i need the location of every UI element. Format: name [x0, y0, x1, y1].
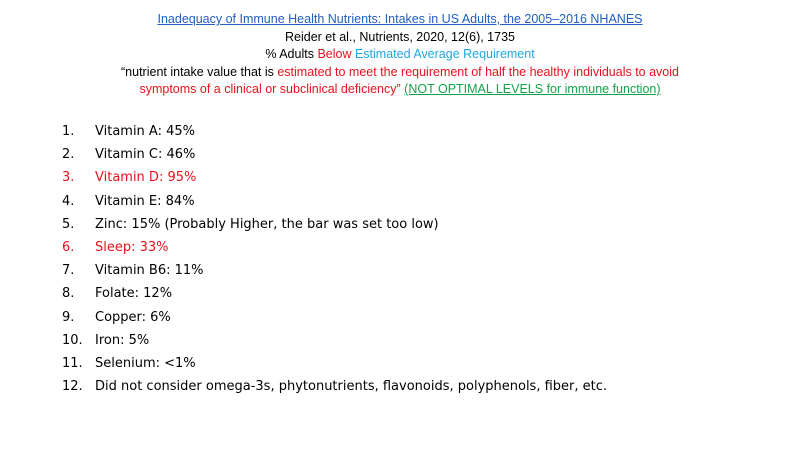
- subtitle-ear: Estimated Average Requirement: [351, 47, 535, 61]
- item-number: 8.: [62, 286, 75, 302]
- paper-title-link[interactable]: Inadequacy of Immune Health Nutrients: Intakes in US Adults, the 2005–2016 NHANES: [157, 12, 643, 26]
- item-number: 9.: [62, 309, 75, 325]
- list-item: [62, 259, 607, 282]
- nutrient-list: [62, 120, 607, 398]
- item-text: Iron: 5%: [95, 332, 150, 348]
- item-number: 4.: [62, 193, 75, 209]
- list-item: [62, 375, 607, 398]
- item-text: Vitamin D: 95%: [95, 170, 197, 186]
- list-item: [62, 306, 607, 329]
- item-number: 10.: [62, 332, 83, 348]
- item-number: 2.: [62, 147, 75, 163]
- item-text: Vitamin C: 46%: [95, 147, 196, 163]
- item-text: Vitamin B6: 11%: [95, 263, 204, 279]
- quote-part2: estimated to meet the requirement of half the healthy individuals to avoid: [277, 64, 679, 79]
- title-line: [0, 11, 800, 29]
- item-text: Copper: 6%: [95, 309, 171, 325]
- list-item-sleep: [62, 236, 607, 259]
- list-item: [62, 352, 607, 375]
- quote-part1: “nutrient intake value that is: [121, 64, 278, 79]
- list-item-vitamin-d: [62, 166, 607, 189]
- slide-header: [0, 11, 800, 99]
- item-text: Did not consider omega-3s, phytonutrients, flavonoids, polyphenols, fiber, etc.: [95, 379, 608, 395]
- citation: Reider et al., Nutrients, 2020, 12(6), 1735: [285, 29, 515, 44]
- list-item: [62, 213, 607, 236]
- item-number: 1.: [62, 124, 75, 139]
- quote-line-2: [0, 81, 800, 99]
- quote-line2-red: symptoms of a clinical or subclinical deficiency”: [139, 82, 401, 96]
- list-item: [62, 143, 607, 166]
- list-item: [62, 329, 607, 352]
- not-optimal-link[interactable]: (NOT OPTIMAL LEVELS for immune function): [404, 82, 661, 96]
- item-text: Selenium: <1%: [95, 355, 196, 371]
- item-number: 11.: [62, 355, 83, 371]
- item-number: 7.: [62, 263, 75, 279]
- item-text: Zinc: 15% (Probably Higher, the bar was set too low): [95, 216, 439, 232]
- item-number: 3.: [62, 170, 75, 186]
- subtitle: [0, 46, 800, 64]
- item-text: Vitamin E: 84%: [95, 193, 195, 209]
- quote-line-1: [0, 64, 800, 82]
- item-number: 6.: [62, 239, 75, 255]
- list-item: [62, 282, 607, 305]
- item-number: 12.: [62, 379, 83, 395]
- item-text: Folate: 12%: [95, 286, 173, 302]
- item-text: Sleep: 33%: [95, 239, 169, 255]
- list-item: [62, 120, 607, 143]
- list-item: [62, 190, 607, 213]
- item-text: Vitamin A: 45%: [95, 124, 196, 139]
- subtitle-prefix: % Adults: [265, 47, 318, 61]
- subtitle-below: Below: [317, 47, 352, 61]
- item-number: 5.: [62, 216, 75, 232]
